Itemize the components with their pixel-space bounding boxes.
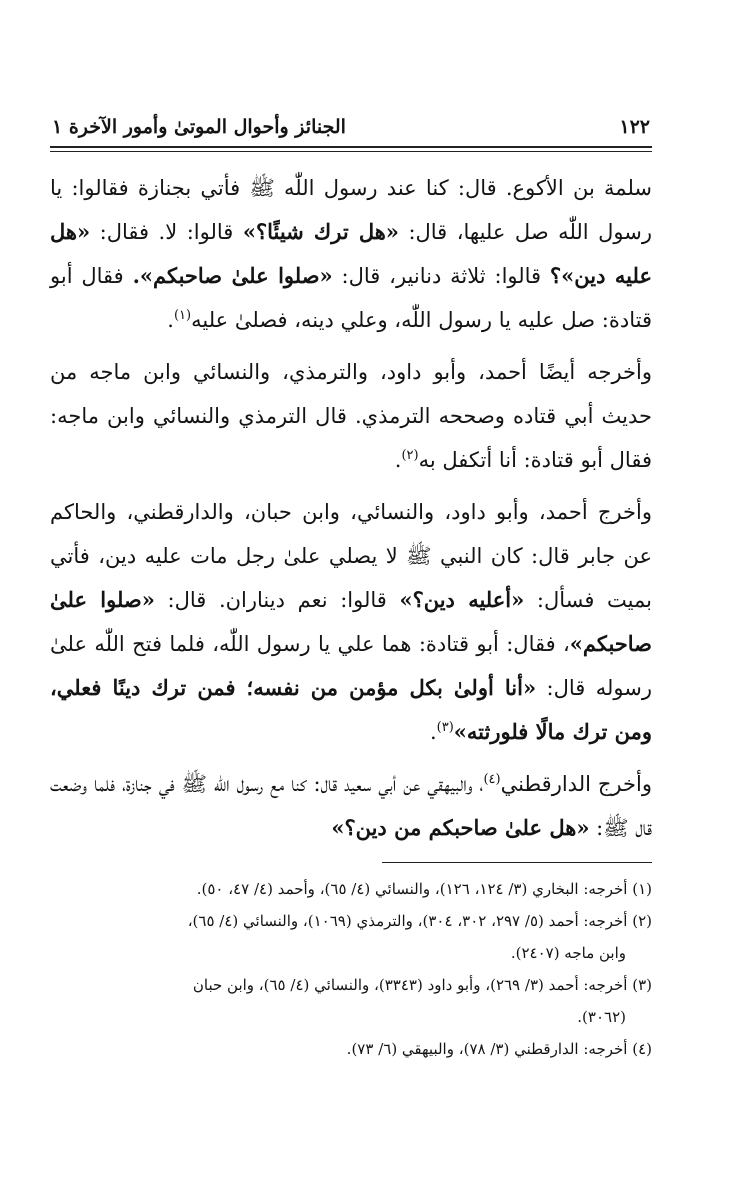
paragraph-2 xyxy=(50,350,652,482)
main-text xyxy=(50,166,652,850)
text-run: قالوا: ثلاثة دنانير، قال: xyxy=(332,264,550,288)
footnote-ref[interactable]: (١) xyxy=(173,308,192,323)
footnote-2-continued: وابن ماجه (٢٤٠٧). xyxy=(510,944,626,962)
book-page xyxy=(50,108,652,1065)
hadith-quote: «أنا أولىٰ بكل مؤمن من نفسه؛ فمن ترك دينًا فعلي، ومن ترك مالًا فلورثته» xyxy=(50,675,652,744)
footnote-3-continued: (٣٠٦٢). xyxy=(577,1008,626,1026)
text-run: وأخرجه أيضًا أحمد، وأبو داود، والترمذي، والنسائي وابن ماجه من حديث أبي قتاده وصححه الترمذي. قال الترمذي والنسائي وابن ماجه: فقال أبو قتادة: أنا أتكفل به xyxy=(50,360,652,472)
footnote-ref[interactable]: (٣) xyxy=(436,720,454,735)
text-run: فقال أبو قتادة: صل عليه يا رسول اللّٰه، وعلي دينه، فصلىٰ عليه xyxy=(50,264,652,332)
hadith-quote: «صلوا علىٰ صاحبكم» xyxy=(50,587,652,656)
header-rule-thin xyxy=(50,151,652,152)
text-run: ، فقال: أبو قتادة: هما علي يا رسول اللّٰه، فلما فتح اللّٰه علىٰ رسوله قال: xyxy=(50,632,652,700)
hadith-quote: «هل علىٰ صاحبكم من دين؟» xyxy=(331,815,590,840)
running-header xyxy=(50,108,652,138)
footnote-2: (٢) أخرجه: أحمد (٥/ ٢٩٧، ٣٠٢، ٣٠٤)، والترمذي (١٠٦٩)، والنسائي (٤/ ٦٥)، xyxy=(187,912,652,930)
footnote-ref[interactable]: (٤) xyxy=(483,772,501,787)
paragraph-4-text xyxy=(50,762,652,850)
hadith-quote: «أعليه دين؟» xyxy=(399,587,525,612)
hadith-quote: «هل عليه دين»؟ xyxy=(50,219,652,288)
header-rule-thick xyxy=(50,146,652,148)
footnote-1: (١) أخرجه: البخاري (٣/ ١٢٤، ١٢٦)، والنسائي (٤/ ٦٥)، وأحمد (٤/ ٤٧، ٥٠). xyxy=(196,880,652,898)
book-title: الجنائز وأحوال الموتىٰ وأمور الآخرة ١ xyxy=(52,116,346,138)
text-run: قالوا: لا. فقال: xyxy=(90,220,243,244)
footnote-4: (٤) أخرجه: الدارقطني (٣/ ٧٨)، والبيهقي (٦/ ٧٣). xyxy=(346,1040,652,1058)
text-run: . xyxy=(394,448,402,472)
text-run: ، والبيهقي عن أبي سعيد قال: كنا مع رسول اللّٰه ﷺ في جنازة، فلما وضعت قال ﷺ: xyxy=(50,772,652,840)
text-run: . xyxy=(429,720,437,744)
footnote-separator xyxy=(382,862,652,863)
hadith-quote: «صلوا علىٰ صاحبكم». xyxy=(132,263,333,288)
text-run: وأخرج أحمد، وأبو داود، والنسائي، وابن حبان، والدارقطني، والحاكم عن جابر قال: كان النبي ﷺ لا يصلي علىٰ رجل مات عليه دين، فأتي بميت فسأل: xyxy=(50,500,652,612)
footnote-3: (٣) أخرجه: أحمد (٣/ ٢٦٩)، وأبو داود (٣٣٤٣)، والنسائي (٤/ ٦٥)، وابن حبان xyxy=(192,976,652,994)
hadith-quote: «هل ترك شيئًا؟» xyxy=(242,219,399,244)
text-run: سلمة بن الأكوع. قال: كنا عند رسول اللّٰه ﷺ فأتي بجنازة فقالوا: يا رسول اللّٰه صل عليها، قال: xyxy=(50,176,652,244)
paragraph-4 xyxy=(50,762,652,850)
paragraph-2-text xyxy=(50,350,652,482)
text-run: قالوا: نعم ديناران. قال: xyxy=(154,588,400,612)
page-number: ١٢٢ xyxy=(619,116,650,138)
paragraph-3 xyxy=(50,490,652,754)
footnote-ref[interactable]: (٢) xyxy=(401,448,419,463)
paragraph-1-text xyxy=(50,166,652,342)
footnotes xyxy=(50,873,652,1065)
text-run: . xyxy=(167,308,174,332)
text-run: وأخرج الدارقطني xyxy=(500,772,652,796)
paragraph-1 xyxy=(50,166,652,342)
paragraph-3-text xyxy=(50,490,652,754)
